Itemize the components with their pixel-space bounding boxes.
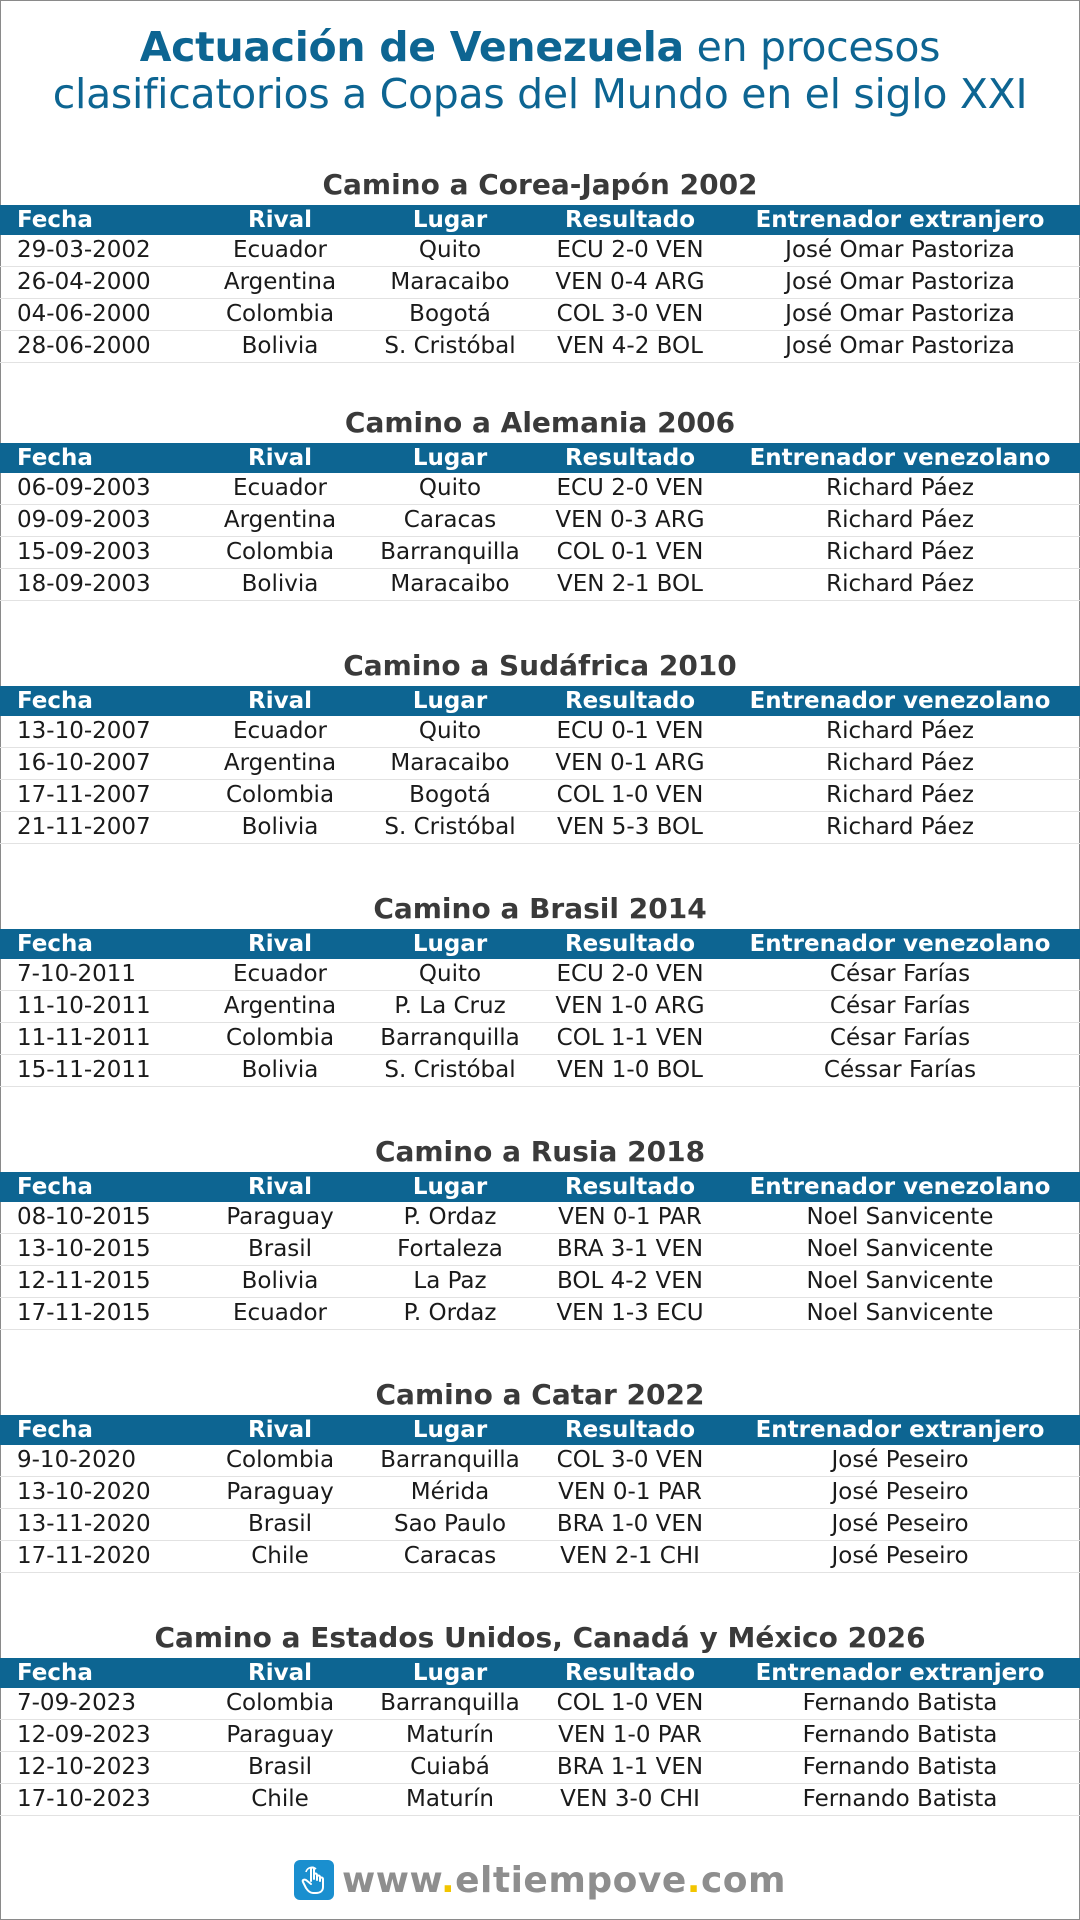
section-title: Camino a Catar 2022 — [375, 1378, 705, 1411]
cell-rival: Bolivia — [241, 1057, 319, 1083]
cell-fecha: 12-11-2015 — [17, 1268, 151, 1294]
qualifier-section — [0, 165, 1080, 363]
cell-rival: Brasil — [247, 1754, 313, 1780]
cell-fecha: 17-11-2015 — [17, 1300, 151, 1326]
cell-entrenador: José Peseiro — [831, 1543, 969, 1569]
table-row — [0, 1541, 1080, 1573]
header-col-resultado: Resultado — [564, 207, 696, 233]
cell-rival: Ecuador — [233, 1300, 327, 1326]
cell-fecha: 12-09-2023 — [17, 1722, 151, 1748]
table-row — [0, 1266, 1080, 1298]
cell-entrenador: Noel Sanvicente — [806, 1236, 994, 1262]
cell-resultado: ECU 2-0 VEN — [556, 961, 704, 987]
cell-entrenador: Richard Páez — [826, 782, 974, 808]
cell-resultado: COL 1-0 VEN — [556, 782, 704, 808]
table-row — [0, 716, 1080, 748]
cell-fecha: 18-09-2003 — [17, 571, 151, 597]
header-col-entrenador: Entrenador venezolano — [749, 445, 1051, 471]
section-title: Camino a Rusia 2018 — [374, 1135, 706, 1168]
header-col-lugar: Lugar — [412, 688, 488, 714]
header-col-rival: Rival — [248, 1174, 312, 1200]
cell-rival: Ecuador — [233, 961, 327, 987]
cell-entrenador: Richard Páez — [826, 475, 974, 501]
cell-rival: Paraguay — [226, 1204, 334, 1230]
cell-fecha: 13-10-2015 — [17, 1236, 151, 1262]
cell-entrenador: Fernando Batista — [802, 1786, 998, 1812]
cell-entrenador: Céssar Farías — [823, 1057, 977, 1083]
section-title: Camino a Estados Unidos, Canadá y México 2026 — [154, 1621, 926, 1654]
title-line-1 — [0, 24, 1080, 71]
cell-resultado: VEN 0-4 ARG — [555, 269, 705, 295]
cell-rival: Bolivia — [241, 814, 319, 840]
cell-lugar: P. Ordaz — [403, 1204, 497, 1230]
table-row — [0, 235, 1080, 267]
title-line-2: clasificatorios a Copas del Mundo en el siglo XXI — [52, 70, 1028, 118]
header-col-lugar: Lugar — [412, 445, 488, 471]
cell-entrenador: José Omar Pastoriza — [785, 237, 1015, 263]
cell-resultado: ECU 0-1 VEN — [556, 718, 704, 744]
header-col-entrenador: Entrenador venezolano — [749, 688, 1051, 714]
cell-fecha: 17-10-2023 — [17, 1786, 151, 1812]
table-header — [0, 205, 1080, 235]
header-col-entrenador: Entrenador extranjero — [755, 207, 1045, 233]
table-row — [0, 473, 1080, 505]
header-col-entrenador: Entrenador venezolano — [749, 1174, 1051, 1200]
cell-resultado: BRA 1-0 VEN — [556, 1511, 704, 1537]
cell-rival: Bolivia — [241, 333, 319, 359]
cell-lugar: S. Cristóbal — [384, 333, 516, 359]
cell-fecha: 11-11-2011 — [17, 1025, 151, 1051]
table-row — [0, 748, 1080, 780]
table-row — [0, 812, 1080, 844]
table-row — [0, 331, 1080, 363]
cell-fecha: 28-06-2000 — [17, 333, 151, 359]
cell-resultado: BOL 4-2 VEN — [557, 1268, 703, 1294]
table-row — [0, 1688, 1080, 1720]
title-bold: Actuación de Venezuela — [139, 23, 684, 71]
cell-entrenador: José Peseiro — [831, 1511, 969, 1537]
header-col-fecha: Fecha — [17, 207, 93, 233]
table-row — [0, 1023, 1080, 1055]
cell-lugar: Maturín — [406, 1722, 494, 1748]
cell-lugar: Maracaibo — [390, 750, 510, 776]
table-row — [0, 1509, 1080, 1541]
cell-entrenador: José Omar Pastoriza — [785, 269, 1015, 295]
header-col-rival: Rival — [248, 445, 312, 471]
cell-entrenador: Fernando Batista — [802, 1722, 998, 1748]
table-row — [0, 780, 1080, 812]
table-row — [0, 569, 1080, 601]
cell-lugar: Barranquilla — [380, 1690, 520, 1716]
footer — [0, 1858, 1080, 1902]
cell-resultado: BRA 1-1 VEN — [556, 1754, 704, 1780]
table-row — [0, 1784, 1080, 1816]
qualifier-section — [0, 1132, 1080, 1330]
header-col-rival: Rival — [248, 207, 312, 233]
cell-lugar: La Paz — [413, 1268, 487, 1294]
cell-lugar: Bogotá — [409, 301, 491, 327]
table-row — [0, 1720, 1080, 1752]
table-row — [0, 267, 1080, 299]
cell-entrenador: José Peseiro — [831, 1479, 969, 1505]
table-header — [0, 686, 1080, 716]
cell-rival: Brasil — [247, 1236, 313, 1262]
table-row — [0, 1445, 1080, 1477]
cell-rival: Colombia — [225, 1690, 335, 1716]
cell-lugar: Mérida — [410, 1479, 490, 1505]
cell-entrenador: Fernando Batista — [802, 1754, 998, 1780]
section-title: Camino a Alemania 2006 — [344, 406, 736, 439]
table-row — [0, 1055, 1080, 1087]
cell-resultado: VEN 2-1 BOL — [557, 571, 703, 597]
cell-rival: Chile — [251, 1786, 309, 1812]
footer-url-domain: eltiempove — [455, 1859, 687, 1901]
cell-resultado: COL 0-1 VEN — [556, 539, 704, 565]
header-col-resultado: Resultado — [564, 1417, 696, 1443]
cell-lugar: Caracas — [403, 507, 497, 533]
cell-resultado: VEN 0-1 PAR — [558, 1479, 702, 1505]
cell-fecha: 13-10-2020 — [17, 1479, 151, 1505]
header-col-lugar: Lugar — [412, 1417, 488, 1443]
cell-lugar: Caracas — [403, 1543, 497, 1569]
cell-lugar: Quito — [418, 961, 482, 987]
cell-resultado: VEN 3-0 CHI — [560, 1786, 700, 1812]
cell-resultado: VEN 1-0 ARG — [555, 993, 705, 1019]
qualifier-section — [0, 646, 1080, 844]
header-col-lugar: Lugar — [412, 207, 488, 233]
header-col-resultado: Resultado — [564, 1660, 696, 1686]
section-title: Camino a Sudáfrica 2010 — [343, 649, 737, 682]
cell-resultado: VEN 5-3 BOL — [557, 814, 703, 840]
cell-resultado: VEN 1-0 PAR — [558, 1722, 702, 1748]
header-col-resultado: Resultado — [564, 445, 696, 471]
cell-entrenador: Noel Sanvicente — [806, 1300, 994, 1326]
cell-resultado: COL 1-1 VEN — [556, 1025, 704, 1051]
cell-lugar: Sao Paulo — [393, 1511, 507, 1537]
cell-resultado: BRA 3-1 VEN — [556, 1236, 704, 1262]
cell-fecha: 17-11-2007 — [17, 782, 151, 808]
cell-rival: Argentina — [223, 507, 337, 533]
header-col-resultado: Resultado — [564, 1174, 696, 1200]
cell-entrenador: Richard Páez — [826, 814, 974, 840]
cell-entrenador: Richard Páez — [826, 571, 974, 597]
cell-rival: Ecuador — [233, 718, 327, 744]
header-col-fecha: Fecha — [17, 931, 93, 957]
footer-url — [342, 1860, 786, 1901]
header-col-rival: Rival — [248, 1417, 312, 1443]
cell-rival: Colombia — [225, 1025, 335, 1051]
table-row — [0, 959, 1080, 991]
cell-entrenador: Noel Sanvicente — [806, 1268, 994, 1294]
table-row — [0, 1234, 1080, 1266]
table-row — [0, 299, 1080, 331]
cell-resultado: COL 1-0 VEN — [556, 1690, 704, 1716]
table-header — [0, 1415, 1080, 1445]
cell-fecha: 7-10-2011 — [17, 961, 137, 987]
cell-fecha: 11-10-2011 — [17, 993, 151, 1019]
table-row — [0, 1752, 1080, 1784]
cell-fecha: 21-11-2007 — [17, 814, 151, 840]
cell-lugar: Barranquilla — [380, 1025, 520, 1051]
cell-resultado: COL 3-0 VEN — [556, 1447, 704, 1473]
cell-entrenador: Richard Páez — [826, 539, 974, 565]
footer-url-dot-2: . — [686, 1859, 701, 1901]
cell-rival: Argentina — [223, 993, 337, 1019]
cell-resultado: VEN 2-1 CHI — [560, 1543, 700, 1569]
table-header — [0, 929, 1080, 959]
cell-resultado: ECU 2-0 VEN — [556, 475, 704, 501]
cell-rival: Colombia — [225, 301, 335, 327]
cell-lugar: Barranquilla — [380, 539, 520, 565]
header-col-fecha: Fecha — [17, 1660, 93, 1686]
header-col-resultado: Resultado — [564, 931, 696, 957]
header-col-entrenador: Entrenador extranjero — [755, 1660, 1045, 1686]
section-title: Camino a Brasil 2014 — [373, 892, 707, 925]
cell-fecha: 16-10-2007 — [17, 750, 151, 776]
header-col-lugar: Lugar — [412, 1174, 488, 1200]
cell-rival: Paraguay — [226, 1479, 334, 1505]
header-col-lugar: Lugar — [412, 1660, 488, 1686]
cell-entrenador: Richard Páez — [826, 718, 974, 744]
header-col-rival: Rival — [248, 931, 312, 957]
cell-fecha: 9-10-2020 — [17, 1447, 137, 1473]
cell-fecha: 17-11-2020 — [17, 1543, 151, 1569]
cell-lugar: S. Cristóbal — [384, 1057, 516, 1083]
header-col-fecha: Fecha — [17, 1174, 93, 1200]
header-col-fecha: Fecha — [17, 445, 93, 471]
header-col-lugar: Lugar — [412, 931, 488, 957]
cell-entrenador: César Farías — [829, 1025, 971, 1051]
page-title — [0, 24, 1080, 118]
cell-fecha: 12-10-2023 — [17, 1754, 151, 1780]
cell-entrenador: César Farías — [829, 993, 971, 1019]
section-title: Camino a Corea-Japón 2002 — [322, 168, 758, 201]
footer-url-dot-1: . — [440, 1859, 456, 1901]
cell-lugar: Barranquilla — [380, 1447, 520, 1473]
cell-entrenador: José Omar Pastoriza — [785, 301, 1015, 327]
cell-resultado: VEN 1-3 ECU — [556, 1300, 704, 1326]
cell-resultado: VEN 1-0 BOL — [557, 1057, 703, 1083]
cell-fecha: 13-10-2007 — [17, 718, 151, 744]
cell-lugar: Maracaibo — [390, 571, 510, 597]
cell-fecha: 08-10-2015 — [17, 1204, 151, 1230]
cell-fecha: 15-09-2003 — [17, 539, 151, 565]
cell-entrenador: Fernando Batista — [802, 1690, 998, 1716]
cell-lugar: Quito — [418, 718, 482, 744]
cell-lugar: Maracaibo — [390, 269, 510, 295]
cell-fecha: 09-09-2003 — [17, 507, 151, 533]
cell-resultado: VEN 0-3 ARG — [555, 507, 705, 533]
footer-url-www: www — [341, 1859, 441, 1901]
cell-rival: Bolivia — [241, 1268, 319, 1294]
header-col-rival: Rival — [248, 688, 312, 714]
cell-lugar: Cuiabá — [410, 1754, 490, 1780]
cell-rival: Argentina — [223, 750, 337, 776]
cell-entrenador: Noel Sanvicente — [806, 1204, 994, 1230]
cell-resultado: ECU 2-0 VEN — [556, 237, 704, 263]
cell-fecha: 13-11-2020 — [17, 1511, 151, 1537]
header-col-entrenador: Entrenador venezolano — [749, 931, 1051, 957]
cell-rival: Argentina — [223, 269, 337, 295]
cell-entrenador: José Omar Pastoriza — [785, 333, 1015, 359]
cell-fecha: 29-03-2002 — [17, 237, 151, 263]
cell-fecha: 04-06-2000 — [17, 301, 151, 327]
cell-entrenador: José Peseiro — [831, 1447, 969, 1473]
cell-rival: Colombia — [225, 1447, 335, 1473]
cell-rival: Chile — [251, 1543, 309, 1569]
cell-lugar: Fortaleza — [397, 1236, 503, 1262]
table-header — [0, 1172, 1080, 1202]
qualifier-section — [0, 403, 1080, 601]
table-row — [0, 1202, 1080, 1234]
cell-resultado: VEN 0-1 ARG — [555, 750, 705, 776]
table-row — [0, 991, 1080, 1023]
table-row — [0, 1477, 1080, 1509]
cell-rival: Colombia — [225, 782, 335, 808]
cell-lugar: P. La Cruz — [394, 993, 506, 1019]
header-col-resultado: Resultado — [564, 688, 696, 714]
cell-rival: Colombia — [225, 539, 335, 565]
header-col-fecha: Fecha — [17, 688, 93, 714]
cell-rival: Paraguay — [226, 1722, 334, 1748]
cell-rival: Ecuador — [233, 475, 327, 501]
cell-lugar: Quito — [418, 475, 482, 501]
qualifier-section — [0, 1618, 1080, 1816]
table-header — [0, 443, 1080, 473]
cell-rival: Ecuador — [233, 237, 327, 263]
header-col-fecha: Fecha — [17, 1417, 93, 1443]
cell-rival: Brasil — [247, 1511, 313, 1537]
cell-lugar: S. Cristóbal — [384, 814, 516, 840]
cell-rival: Bolivia — [241, 571, 319, 597]
cell-resultado: VEN 4-2 BOL — [557, 333, 703, 359]
table-row — [0, 505, 1080, 537]
cell-entrenador: Richard Páez — [826, 750, 974, 776]
table-row — [0, 1298, 1080, 1330]
table-row — [0, 537, 1080, 569]
header-col-rival: Rival — [248, 1660, 312, 1686]
table-header — [0, 1658, 1080, 1688]
cell-lugar: Bogotá — [409, 782, 491, 808]
cell-fecha: 06-09-2003 — [17, 475, 151, 501]
cell-entrenador: César Farías — [829, 961, 971, 987]
footer-url-tld: com — [700, 1859, 787, 1901]
title-line1-rest: en procesos — [683, 23, 941, 71]
header-col-entrenador: Entrenador extranjero — [755, 1417, 1045, 1443]
qualifier-section — [0, 889, 1080, 1087]
qualifier-section — [0, 1375, 1080, 1573]
cell-fecha: 7-09-2023 — [17, 1690, 137, 1716]
cell-resultado: COL 3-0 VEN — [556, 301, 704, 327]
cell-lugar: Quito — [418, 237, 482, 263]
cell-fecha: 15-11-2011 — [17, 1057, 151, 1083]
cell-lugar: P. Ordaz — [403, 1300, 497, 1326]
cell-lugar: Maturín — [406, 1786, 494, 1812]
cell-entrenador: Richard Páez — [826, 507, 974, 533]
cell-fecha: 26-04-2000 — [17, 269, 151, 295]
cell-resultado: VEN 0-1 PAR — [558, 1204, 702, 1230]
touch-hand-icon — [294, 1860, 334, 1900]
